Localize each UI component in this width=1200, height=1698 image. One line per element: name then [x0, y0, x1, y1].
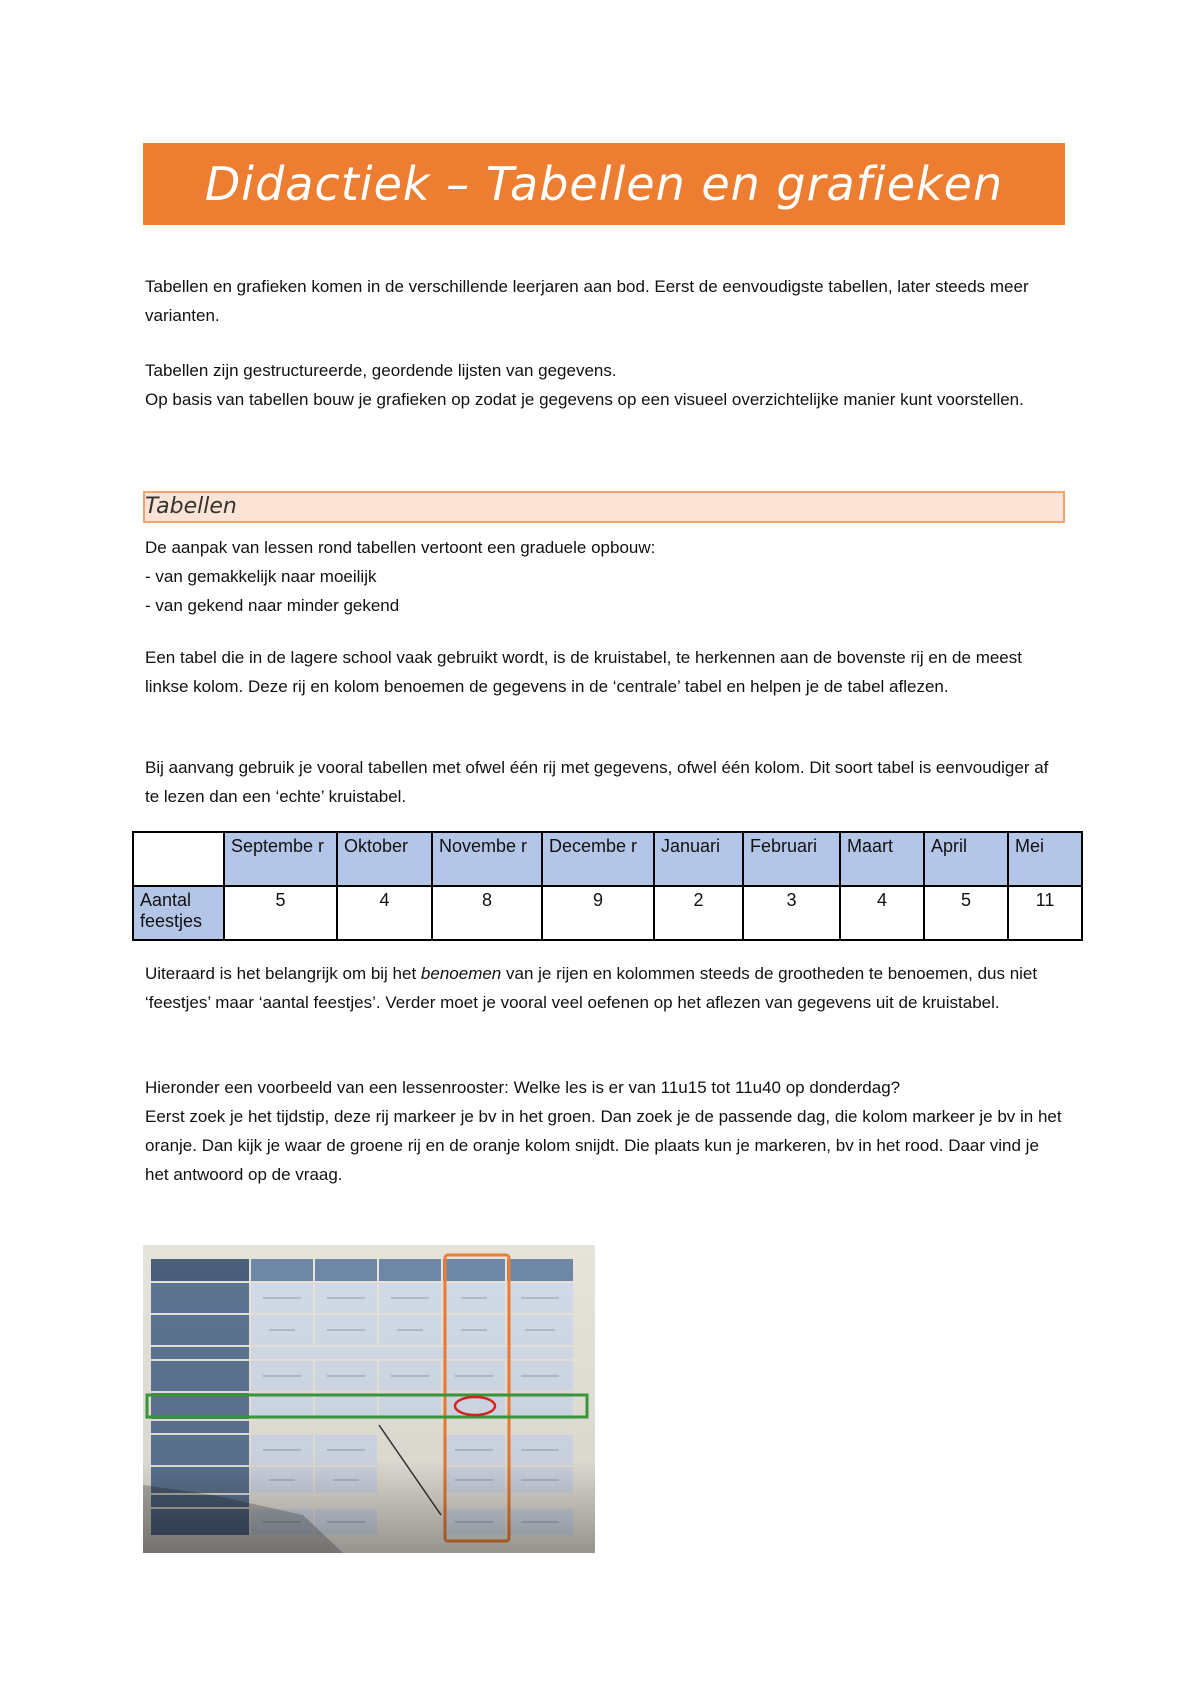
approach-intro: De aanpak van lessen rond tabellen vertoont een graduele opbouw: — [145, 538, 656, 557]
table-value-cell: 5 — [224, 886, 337, 940]
table-header-cell: Oktober — [337, 832, 432, 886]
page-title: Didactiek – Tabellen en grafieken — [204, 157, 1004, 211]
intro-paragraph-1: Tabellen en grafieken komen in de verschillende leerjaren aan bod. Eerst de eenvoudigste tabellen, later steeds meer varianten. — [145, 277, 1029, 325]
table-header-cell: Maart — [840, 832, 924, 886]
table-header-cell: Januari — [654, 832, 743, 886]
table-header-cell: April — [924, 832, 1008, 886]
approach-item-1: - van gemakkelijk naar moeilijk — [145, 567, 377, 586]
timetable-instructions: Eerst zoek je het tijdstip, deze rij markeer je bv in het groen. Dan zoek je de passende dag, die kolom markeer je bv in het oranje. Dan kijk je waar de groene rij en de oranje kolom snijdt. Die plaats kun je markeren, bv in het rood. Daar vind je het antwoord op de vraag. — [145, 1107, 1062, 1184]
approach-item-2: - van gekend naar minder gekend — [145, 596, 400, 615]
table-value-cell: 9 — [542, 886, 654, 940]
intro-line-definition: Tabellen zijn gestructureerde, geordende lijsten van gegevens. — [145, 361, 617, 380]
naming-paragraph — [145, 959, 1065, 1017]
table-header-cell: Decembe r — [542, 832, 654, 886]
naming-text-pre: Uiteraard is het belangrijk om bij het — [145, 964, 421, 983]
table-header-row — [133, 832, 1082, 886]
table-value-cell: 2 — [654, 886, 743, 940]
table-value-cell: 11 — [1008, 886, 1082, 940]
section-heading-box — [143, 491, 1065, 523]
approach-paragraph — [145, 533, 1065, 620]
table-value-cell: 8 — [432, 886, 542, 940]
table-value-cell: 4 — [337, 886, 432, 940]
timetable-paragraph — [145, 1073, 1065, 1189]
intro-paragraph-2 — [145, 356, 1065, 414]
intro-line-graphs: Op basis van tabellen bouw je grafieken op zodat je gegevens op een visueel overzichtelijke manier kunt voorstellen. — [145, 390, 1024, 409]
table-value-cell: 3 — [743, 886, 840, 940]
naming-text-emphasis: benoemen — [420, 964, 502, 983]
table-value-row — [133, 886, 1082, 940]
feestjes-table — [132, 831, 1083, 941]
table-header-cell: Septembe r — [224, 832, 337, 886]
section-heading: Tabellen — [145, 494, 237, 519]
table-corner-cell — [133, 832, 224, 886]
timetable-photo — [143, 1245, 595, 1553]
table-header-cell: Mei — [1008, 832, 1082, 886]
crosstab-paragraph: Een tabel die in de lagere school vaak gebruikt wordt, is de kruistabel, te herkennen aan de bovenste rij en de meest linkse kolom. Deze rij en kolom benoemen de gegevens in de ‘centrale’ tabel en helpen je de tabel aflezen. — [145, 648, 1022, 696]
title-banner — [143, 143, 1065, 225]
table-header-cell: Februari — [743, 832, 840, 886]
timetable-photo-drawing — [143, 1245, 595, 1553]
timetable-question: Hieronder een voorbeeld van een lessenrooster: Welke les is er van 11u15 tot 11u40 op donderdag? — [145, 1078, 901, 1097]
table-value-cell: 4 — [840, 886, 924, 940]
naming-text-post: van je rijen en kolommen steeds de grootheden te benoemen, dus niet ‘feestjes’ maar ‘aantal feestjes’. Verder moet je vooral veel oefenen op het aflezen van gegevens uit de kruistabel. — [145, 964, 1038, 1012]
table-row-label: Aantal feestjes — [133, 886, 224, 940]
simple-table-paragraph: Bij aanvang gebruik je vooral tabellen met ofwel één rij met gegevens, ofwel één kolom. Dit soort tabel is eenvoudiger af te lezen dan een ‘echte’ kruistabel. — [145, 758, 1049, 806]
table-header-cell: Novembe r — [432, 832, 542, 886]
table-value-cell: 5 — [924, 886, 1008, 940]
